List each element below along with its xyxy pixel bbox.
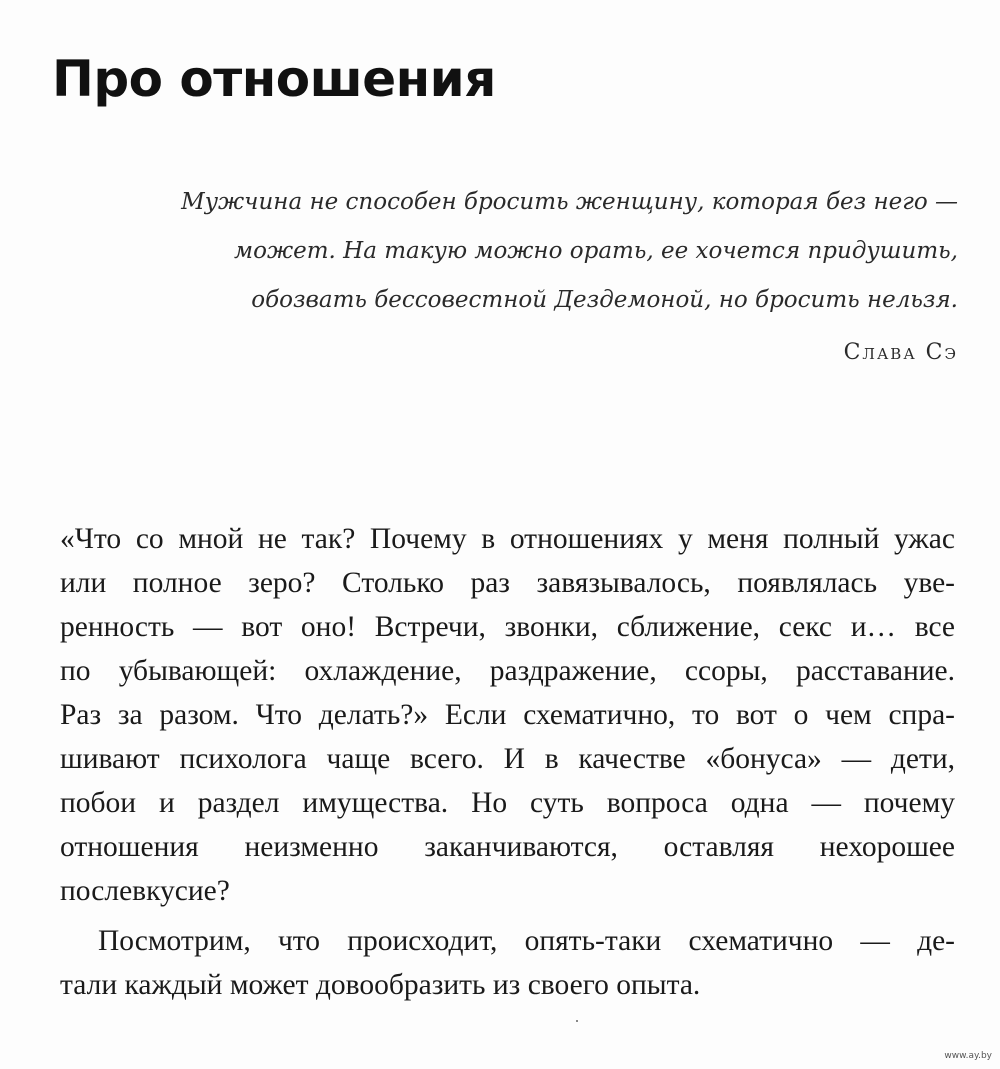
epigraph-author: Слава Сэ	[843, 340, 958, 365]
text-line: послевкусие?	[60, 875, 230, 907]
epigraph-line: Мужчина не способен бросить женщину, которая без него —	[181, 189, 958, 215]
epigraph	[98, 178, 958, 325]
scan-speck	[576, 1020, 578, 1022]
text-line: по убывающей: охлаждение, раздражение, ссоры, расставание.	[60, 655, 955, 687]
text-line: отношения неизменно заканчиваются, оставляя нехорошее	[60, 831, 955, 863]
watermark: www.ay.by	[944, 1051, 992, 1061]
paragraph	[60, 517, 955, 913]
text-line: тали каждый может довообразить из своего опыта.	[60, 969, 701, 1001]
text-line: Посмотрим, что происходит, опять-таки схематично — де-	[98, 925, 955, 957]
paragraph	[60, 919, 955, 1007]
body-text	[60, 517, 955, 1007]
text-line: или полное зеро? Столько раз завязывалось, появлялась уве-	[60, 567, 955, 599]
text-line: ренность — вот оно! Встречи, звонки, сближение, секс и… все	[60, 611, 955, 643]
text-line: Раз за разом. Что делать?» Если схематично, то вот о чем спра-	[60, 699, 955, 731]
text-line: «Что со мной не так? Почему в отношениях у меня полный ужас	[60, 523, 955, 555]
text-line: побои и раздел имущества. Но суть вопроса одна — почему	[60, 787, 955, 819]
epigraph-line: обозвать бессовестной Дездемоной, но бросить нельзя.	[251, 287, 958, 313]
chapter-title: Про отношения	[52, 50, 496, 108]
text-line: шивают психолога чаще всего. И в качестве «бонуса» — дети,	[60, 743, 955, 775]
epigraph-line: может. На такую можно орать, ее хочется придушить,	[234, 238, 958, 264]
